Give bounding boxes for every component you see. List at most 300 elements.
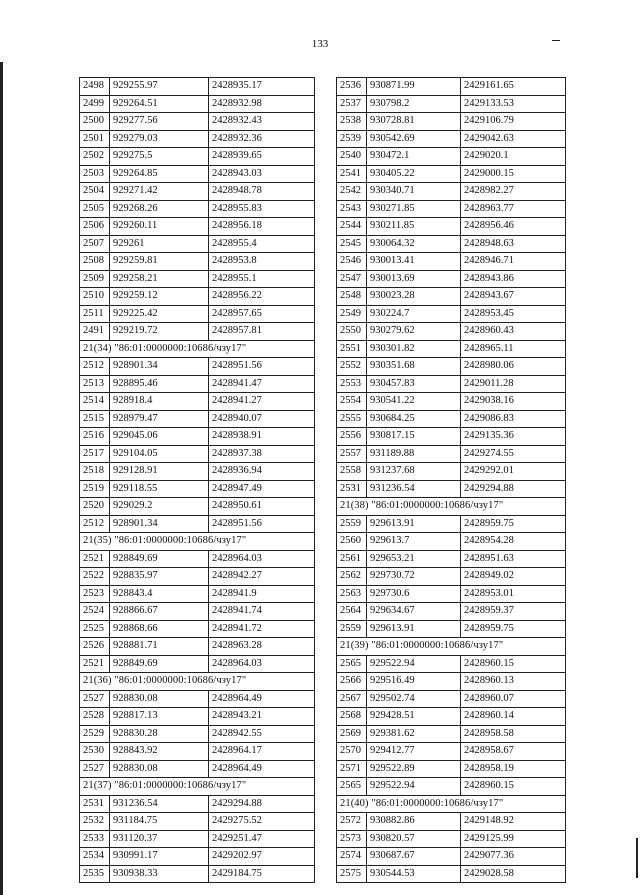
point-number: 2526 [80, 638, 110, 656]
table-row [80, 743, 315, 761]
parcel-header-row [80, 533, 315, 551]
table-row [80, 480, 315, 498]
coord-y: 2429294.88 [461, 480, 566, 498]
coord-x: 928817.13 [110, 708, 209, 726]
coord-y: 2429251.47 [209, 830, 315, 848]
coord-x: 930457.83 [367, 375, 461, 393]
coord-x: 929271.42 [110, 183, 209, 201]
parcel-header: 21(40) "86:01:0000000:10686/чзу17" [337, 795, 566, 813]
coord-y: 2428958.58 [461, 725, 566, 743]
point-number: 2508 [80, 253, 110, 271]
coord-y: 2428940.07 [209, 410, 315, 428]
coord-y: 2429011.28 [461, 375, 566, 393]
coord-y: 2428958.67 [461, 743, 566, 761]
coord-x: 929522.94 [367, 778, 461, 796]
table-row [80, 498, 315, 516]
table-row [80, 725, 315, 743]
table-row [337, 655, 566, 673]
coord-x: 930544.53 [367, 865, 461, 883]
table-row [337, 323, 566, 341]
table-row [337, 95, 566, 113]
table-row [337, 550, 566, 568]
point-number: 2515 [80, 410, 110, 428]
coord-y: 2429202.97 [209, 848, 315, 866]
point-number: 2518 [80, 463, 110, 481]
point-number: 2565 [337, 778, 367, 796]
coord-x: 928843.4 [110, 585, 209, 603]
table-row [337, 515, 566, 533]
coord-x: 928849.69 [110, 550, 209, 568]
coord-x: 928895.46 [110, 375, 209, 393]
table-row [337, 305, 566, 323]
coord-x: 931236.54 [110, 795, 209, 813]
coord-x: 929730.72 [367, 568, 461, 586]
coord-y: 2428951.56 [209, 515, 315, 533]
table-row [80, 795, 315, 813]
coord-y: 2428941.9 [209, 585, 315, 603]
coord-x: 931189.88 [367, 445, 461, 463]
table-row [80, 515, 315, 533]
coord-x: 931237.68 [367, 463, 461, 481]
table-row [80, 655, 315, 673]
coord-y: 2429274.55 [461, 445, 566, 463]
table-row [337, 200, 566, 218]
point-number: 2531 [337, 480, 367, 498]
table-row [337, 813, 566, 831]
coord-x: 930542.69 [367, 130, 461, 148]
coord-y: 2428936.94 [209, 463, 315, 481]
point-number: 2548 [337, 288, 367, 306]
coord-x: 930064.32 [367, 235, 461, 253]
table-row [80, 165, 315, 183]
point-number: 2536 [337, 78, 367, 96]
scan-edge-mark [636, 838, 638, 878]
coord-x: 929261 [110, 235, 209, 253]
table-row [80, 620, 315, 638]
point-number: 2516 [80, 428, 110, 446]
coord-y: 2428941.47 [209, 375, 315, 393]
table-row [337, 148, 566, 166]
parcel-header: 21(34) "86:01:0000000:10686/чзу17" [80, 340, 315, 358]
point-number: 2523 [80, 585, 110, 603]
coord-x: 929653.21 [367, 550, 461, 568]
coord-x: 929259.12 [110, 288, 209, 306]
coord-y: 2428955.4 [209, 235, 315, 253]
point-number: 2500 [80, 113, 110, 131]
table-row [337, 375, 566, 393]
coord-y: 2428959.75 [461, 620, 566, 638]
coord-x: 929613.7 [367, 533, 461, 551]
point-number: 2527 [80, 690, 110, 708]
point-number: 2572 [337, 813, 367, 831]
table-row [337, 183, 566, 201]
point-number: 2532 [80, 813, 110, 831]
table-row [80, 568, 315, 586]
point-number: 2564 [337, 603, 367, 621]
parcel-header: 21(38) "86:01:0000000:10686/чзу17" [337, 498, 566, 516]
coord-x: 930351.68 [367, 358, 461, 376]
table-row [337, 830, 566, 848]
point-number: 2568 [337, 708, 367, 726]
point-number: 2503 [80, 165, 110, 183]
coord-y: 2429028.58 [461, 865, 566, 883]
point-number: 2504 [80, 183, 110, 201]
coord-y: 2428943.21 [209, 708, 315, 726]
parcel-header-row [80, 340, 315, 358]
coord-y: 2428964.03 [209, 550, 315, 568]
point-number: 2514 [80, 393, 110, 411]
table-row [80, 218, 315, 236]
coord-y: 2428959.37 [461, 603, 566, 621]
coord-x: 930301.82 [367, 340, 461, 358]
table-row [80, 463, 315, 481]
coord-y: 2429161.65 [461, 78, 566, 96]
coord-x: 930013.69 [367, 270, 461, 288]
coord-y: 2428932.36 [209, 130, 315, 148]
table-row [80, 323, 315, 341]
coord-y: 2428960.15 [461, 778, 566, 796]
coord-y: 2428964.49 [209, 760, 315, 778]
point-number: 2506 [80, 218, 110, 236]
point-number: 2557 [337, 445, 367, 463]
page-number: 133 [311, 38, 329, 50]
coord-y: 2428960.14 [461, 708, 566, 726]
coord-y: 2428939.65 [209, 148, 315, 166]
coord-x: 930013.41 [367, 253, 461, 271]
coord-x: 929104.05 [110, 445, 209, 463]
coord-y: 2429148.92 [461, 813, 566, 831]
table-row [337, 708, 566, 726]
coord-x: 928901.34 [110, 515, 209, 533]
coord-y: 2428951.56 [209, 358, 315, 376]
table-row [337, 340, 566, 358]
coord-x: 930871.99 [367, 78, 461, 96]
table-row [337, 253, 566, 271]
coord-y: 2429292.01 [461, 463, 566, 481]
point-number: 2560 [337, 533, 367, 551]
coord-x: 929118.55 [110, 480, 209, 498]
coord-y: 2428954.28 [461, 533, 566, 551]
parcel-header-row [337, 498, 566, 516]
coord-y: 2428943.86 [461, 270, 566, 288]
coord-y: 2428950.61 [209, 498, 315, 516]
coord-x: 929502.74 [367, 690, 461, 708]
point-number: 2563 [337, 585, 367, 603]
point-number: 2512 [80, 358, 110, 376]
table-row [80, 148, 315, 166]
coord-x: 930541.22 [367, 393, 461, 411]
table-row [80, 760, 315, 778]
table-row [80, 358, 315, 376]
table-row [80, 375, 315, 393]
table-row [80, 253, 315, 271]
point-number: 2509 [80, 270, 110, 288]
point-number: 2529 [80, 725, 110, 743]
coord-x: 929730.6 [367, 585, 461, 603]
coord-x: 930405.22 [367, 165, 461, 183]
coord-x: 930224.7 [367, 305, 461, 323]
point-number: 2549 [337, 305, 367, 323]
coord-y: 2428935.17 [209, 78, 315, 96]
point-number: 2565 [337, 655, 367, 673]
coordinates-table-left [79, 77, 315, 883]
coord-y: 2429275.52 [209, 813, 315, 831]
coord-x: 929260.11 [110, 218, 209, 236]
coord-x: 929045.06 [110, 428, 209, 446]
table-row [337, 533, 566, 551]
parcel-header: 21(37) "86:01:0000000:10686/чзу17" [80, 778, 315, 796]
table-row [80, 95, 315, 113]
coord-y: 2428942.55 [209, 725, 315, 743]
table-row [80, 813, 315, 831]
coord-x: 929259.81 [110, 253, 209, 271]
coord-x: 930472.1 [367, 148, 461, 166]
parcel-header-row [337, 638, 566, 656]
table-row [337, 848, 566, 866]
table-row [337, 288, 566, 306]
table-row [337, 725, 566, 743]
coord-y: 2428953.8 [209, 253, 315, 271]
point-number: 2530 [80, 743, 110, 761]
point-number: 2521 [80, 550, 110, 568]
coord-x: 930938.33 [110, 865, 209, 883]
coord-x: 929219.72 [110, 323, 209, 341]
table-row [80, 638, 315, 656]
coord-y: 2428960.13 [461, 673, 566, 691]
table-row [80, 428, 315, 446]
table-row [337, 463, 566, 481]
point-number: 2505 [80, 200, 110, 218]
point-number: 2559 [337, 515, 367, 533]
table-row [80, 183, 315, 201]
coord-y: 2428942.27 [209, 568, 315, 586]
point-number: 2537 [337, 95, 367, 113]
point-number: 2552 [337, 358, 367, 376]
coord-y: 2428941.27 [209, 393, 315, 411]
coord-x: 930728.81 [367, 113, 461, 131]
point-number: 2545 [337, 235, 367, 253]
coord-y: 2428946.71 [461, 253, 566, 271]
point-number: 2521 [80, 655, 110, 673]
coord-x: 929522.94 [367, 655, 461, 673]
coord-y: 2428959.75 [461, 515, 566, 533]
coord-y: 2429133.53 [461, 95, 566, 113]
coord-x: 929255.97 [110, 78, 209, 96]
point-number: 2533 [80, 830, 110, 848]
table-row [337, 585, 566, 603]
point-number: 2543 [337, 200, 367, 218]
point-number: 2574 [337, 848, 367, 866]
coord-y: 2429020.1 [461, 148, 566, 166]
table-row [337, 568, 566, 586]
coord-y: 2428956.46 [461, 218, 566, 236]
parcel-header: 21(35) "86:01:0000000:10686/чзу17" [80, 533, 315, 551]
coord-y: 2428937.38 [209, 445, 315, 463]
coord-x: 929428.51 [367, 708, 461, 726]
coord-y: 2428955.83 [209, 200, 315, 218]
coord-x: 930340.71 [367, 183, 461, 201]
coord-y: 2428960.07 [461, 690, 566, 708]
point-number: 2531 [80, 795, 110, 813]
table-row [337, 673, 566, 691]
coord-y: 2429184.75 [209, 865, 315, 883]
point-number: 2551 [337, 340, 367, 358]
coord-y: 2428948.78 [209, 183, 315, 201]
table-row [337, 165, 566, 183]
coord-y: 2428938.91 [209, 428, 315, 446]
coord-y: 2428949.02 [461, 568, 566, 586]
table-row [337, 690, 566, 708]
coord-x: 930820.57 [367, 830, 461, 848]
table-row [80, 130, 315, 148]
point-number: 2538 [337, 113, 367, 131]
table-row [80, 848, 315, 866]
coord-x: 929128.91 [110, 463, 209, 481]
coord-y: 2428960.43 [461, 323, 566, 341]
parcel-header-row [80, 778, 315, 796]
point-number: 2510 [80, 288, 110, 306]
table-row [337, 620, 566, 638]
parcel-header: 21(36) "86:01:0000000:10686/чзу17" [80, 673, 315, 691]
coord-y: 2428964.03 [209, 655, 315, 673]
coord-x: 929258.21 [110, 270, 209, 288]
coord-x: 929516.49 [367, 673, 461, 691]
coord-x: 928835.97 [110, 568, 209, 586]
parcel-header-row [337, 795, 566, 813]
table-row [337, 358, 566, 376]
point-number: 2559 [337, 620, 367, 638]
coord-y: 2428941.74 [209, 603, 315, 621]
coord-y: 2429135.36 [461, 428, 566, 446]
table-row [337, 218, 566, 236]
coord-x: 928830.08 [110, 690, 209, 708]
point-number: 2491 [80, 323, 110, 341]
coord-y: 2428957.81 [209, 323, 315, 341]
point-number: 2502 [80, 148, 110, 166]
table-row [80, 305, 315, 323]
coord-x: 929279.03 [110, 130, 209, 148]
coord-x: 928901.34 [110, 358, 209, 376]
point-number: 2512 [80, 515, 110, 533]
table-row [337, 270, 566, 288]
coord-y: 2428965.11 [461, 340, 566, 358]
scan-dash-mark [552, 40, 560, 41]
coord-y: 2428963.28 [209, 638, 315, 656]
table-row [80, 288, 315, 306]
coord-x: 928849.69 [110, 655, 209, 673]
coord-y: 2428948.63 [461, 235, 566, 253]
coord-y: 2428932.43 [209, 113, 315, 131]
coord-x: 929613.91 [367, 620, 461, 638]
table-row [80, 445, 315, 463]
coord-x: 928868.66 [110, 620, 209, 638]
coord-y: 2428932.98 [209, 95, 315, 113]
coord-x: 929613.91 [367, 515, 461, 533]
table-row [80, 708, 315, 726]
coord-x: 930684.25 [367, 410, 461, 428]
table-row [337, 865, 566, 883]
coord-x: 930211.85 [367, 218, 461, 236]
coord-y: 2429125.99 [461, 830, 566, 848]
coord-x: 928866.67 [110, 603, 209, 621]
table-row [80, 235, 315, 253]
table-row [80, 865, 315, 883]
point-number: 2517 [80, 445, 110, 463]
point-number: 2507 [80, 235, 110, 253]
coord-x: 929381.62 [367, 725, 461, 743]
coord-y: 2428943.03 [209, 165, 315, 183]
point-number: 2541 [337, 165, 367, 183]
coord-y: 2429000.15 [461, 165, 566, 183]
coord-x: 930687.67 [367, 848, 461, 866]
point-number: 2566 [337, 673, 367, 691]
coord-x: 929277.56 [110, 113, 209, 131]
coord-x: 929275.5 [110, 148, 209, 166]
point-number: 2547 [337, 270, 367, 288]
point-number: 2546 [337, 253, 367, 271]
table-row [80, 603, 315, 621]
table-row [337, 445, 566, 463]
point-number: 2542 [337, 183, 367, 201]
coord-x: 928918.4 [110, 393, 209, 411]
table-row [80, 393, 315, 411]
scan-edge-mark [0, 62, 3, 895]
coord-y: 2429106.79 [461, 113, 566, 131]
coord-y: 2428964.17 [209, 743, 315, 761]
table-row [337, 778, 566, 796]
table-row [337, 235, 566, 253]
coord-x: 929264.51 [110, 95, 209, 113]
coord-y: 2428955.1 [209, 270, 315, 288]
coord-y: 2428960.15 [461, 655, 566, 673]
parcel-header: 21(39) "86:01:0000000:10686/чзу17" [337, 638, 566, 656]
point-number: 2561 [337, 550, 367, 568]
coord-x: 929522.89 [367, 760, 461, 778]
coord-x: 931236.54 [367, 480, 461, 498]
coord-x: 928843.92 [110, 743, 209, 761]
coord-x: 930817.15 [367, 428, 461, 446]
coord-y: 2429042.63 [461, 130, 566, 148]
coord-x: 928881.71 [110, 638, 209, 656]
point-number: 2522 [80, 568, 110, 586]
point-number: 2499 [80, 95, 110, 113]
point-number: 2555 [337, 410, 367, 428]
point-number: 2498 [80, 78, 110, 96]
coord-y: 2428951.63 [461, 550, 566, 568]
point-number: 2562 [337, 568, 367, 586]
coord-x: 931120.37 [110, 830, 209, 848]
table-row [80, 550, 315, 568]
coord-y: 2428980.06 [461, 358, 566, 376]
point-number: 2535 [80, 865, 110, 883]
coord-y: 2428964.49 [209, 690, 315, 708]
coord-x: 929268.26 [110, 200, 209, 218]
point-number: 2528 [80, 708, 110, 726]
point-number: 2573 [337, 830, 367, 848]
point-number: 2540 [337, 148, 367, 166]
point-number: 2575 [337, 865, 367, 883]
table-row [80, 690, 315, 708]
point-number: 2550 [337, 323, 367, 341]
table-row [80, 113, 315, 131]
point-number: 2570 [337, 743, 367, 761]
point-number: 2567 [337, 690, 367, 708]
point-number: 2501 [80, 130, 110, 148]
coord-x: 931184.75 [110, 813, 209, 831]
point-number: 2571 [337, 760, 367, 778]
point-number: 2558 [337, 463, 367, 481]
point-number: 2539 [337, 130, 367, 148]
